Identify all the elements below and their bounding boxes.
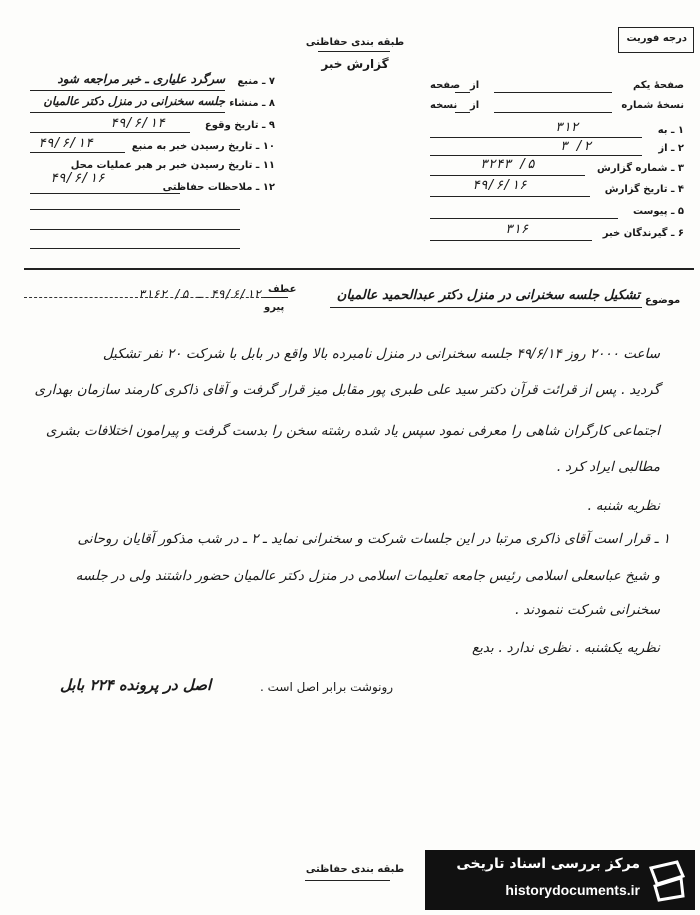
divider [30, 112, 225, 113]
divider [430, 240, 592, 241]
item-line-1: ۱ ـ قرار است آقای ذاکری مرتبا در این جلسات شرکت و سخنرانی نماید ـ ۲ ـ در شب مذکور آقایان روحانی [77, 531, 670, 547]
report-number-value: ۵/ ۳۲۴۳ [480, 157, 535, 172]
divider [430, 155, 642, 156]
source-label: ۷ ـ منبع [237, 76, 275, 87]
origin-label: ۸ ـ منشاء [229, 98, 275, 109]
report-date-label: ۴ ـ تاریخ گزارش [604, 184, 684, 195]
body-line-2: گردید . پس از قرائت قرآن دکتر سید علی طبری پور مقابل میز قرار گرفت و آقای ذاکری کارمند سازمان بهداری [34, 382, 660, 398]
opinion-sunday: نظریه یکشنبه . نظری ندارد . بدیع [471, 640, 660, 656]
divider [305, 880, 390, 881]
copy-note-printed: رونوشت برابر اصل است . [260, 680, 394, 694]
divider [262, 297, 288, 298]
source-value: سرگرد علیاری ـ خبر مراجعه شود [57, 72, 225, 86]
report-number-label: ۳ ـ شماره گزارش [597, 163, 684, 174]
body-line-3: اجتماعی کارگران شاهی را معرفی نمود سپس یاد شده رشته سخن را بدست گرفت و پیرامون اختلافات بشری [45, 423, 660, 439]
body-line-4: مطالبی ایراد کرد . [556, 459, 660, 475]
copy-note-handwritten: اصل در پرونده ۲۲۴ بابل [60, 676, 212, 694]
divider [494, 112, 612, 113]
urgency-box [618, 27, 694, 53]
divider [30, 152, 125, 153]
urgency-label: درجه فوریت [626, 33, 687, 44]
section-separator [24, 268, 694, 270]
divider [494, 92, 612, 93]
divider [30, 248, 240, 249]
page-label: صفحهٔ یکم [632, 80, 684, 91]
to-label: ۱ ـ به [657, 125, 684, 136]
document-title: گزارش خبر [321, 57, 389, 71]
watermark-title: مرکز بررسی اسناد تاریخی [456, 856, 640, 872]
opinion-saturday: نظریه شنبه . [587, 498, 660, 514]
file-reference-label: عطف [268, 284, 297, 295]
attachment-label: ۵ ـ پیوست [632, 206, 684, 217]
archive-logo-icon [647, 858, 687, 902]
divider [430, 196, 590, 197]
security-notes-label: ۱۲ ـ ملاحظات حفاظتی [162, 182, 275, 193]
source-receive-value: ۴۹/۶/۱۴ [38, 136, 93, 151]
copy-label: نسخهٔ شماره [621, 100, 684, 111]
file-reference-value: ۴۹/۶/۱۲ ـ ۵/ ۳۱۶۲ [138, 287, 261, 301]
subject-label: موضوع [645, 295, 681, 306]
subject-value: تشکیل جلسه سخنرانی در منزل دکتر عبدالحمید عالمیان [336, 288, 640, 303]
to-value: ۳۱۲ [555, 120, 579, 135]
divider [455, 92, 470, 93]
item-line-2: و شیخ عباسعلی اسلامی رئیس جامعه تعلیمات اسلامی در منزل دکتر عالمیان حضور داشتند ولی در جلسه [75, 568, 660, 584]
event-date-label: ۹ ـ تاریخ وقوع [204, 120, 275, 131]
divider [30, 229, 240, 230]
local-receive-label: ۱۱ ـ تاریخ رسیدن خبر بر هبر عملیات محل [70, 160, 275, 171]
classification-top: طبقه بندی حفاظتی [305, 37, 405, 48]
item-line-3: سخنرانی شرکت ننمودند . [514, 602, 660, 618]
from-value: ۲/ ۳ [560, 139, 592, 154]
from-label: ۲ ـ از [658, 143, 684, 154]
recipients-value: ۳۱۶ [505, 222, 529, 237]
classification-bottom: طبقه بندی حفاظتی [305, 864, 405, 875]
copy-word: نسخه [430, 100, 458, 111]
divider [30, 90, 225, 91]
page-word: صفحه [430, 80, 461, 91]
copy-of: از [470, 100, 480, 111]
divider [330, 307, 642, 308]
source-receive-label: ۱۰ ـ تاریخ رسیدن خبر به منبع [131, 141, 275, 152]
local-receive-value: ۴۹/۶/۱۶ [50, 171, 105, 186]
divider [24, 297, 264, 298]
divider [30, 193, 180, 194]
report-date-value: ۴۹/۶/۱۶ [472, 178, 527, 193]
divider [430, 218, 618, 219]
origin-value: جلسه سخنرانی در منزل دکتر عالمیان [43, 94, 225, 108]
watermark [425, 850, 695, 910]
event-date-value: ۴۹/۶/۱۴ [110, 116, 165, 131]
divider [455, 112, 470, 113]
divider [318, 51, 390, 52]
divider [430, 175, 585, 176]
divider [30, 209, 240, 210]
body-line-1: ساعت ۲۰۰۰ روز ۴۹/۶/۱۴ جلسه سخنرانی در منزل نامبرده بالا واقع در بابل با شرکت ۲۰ نفر تشکیل [102, 346, 660, 362]
page-of: از [470, 80, 480, 91]
file-follow-label: پیرو [264, 302, 285, 313]
watermark-url: historydocuments.ir [505, 882, 640, 898]
divider [30, 132, 190, 133]
recipients-label: ۶ ـ گیرندگان خبر [602, 228, 684, 239]
divider [430, 137, 642, 138]
